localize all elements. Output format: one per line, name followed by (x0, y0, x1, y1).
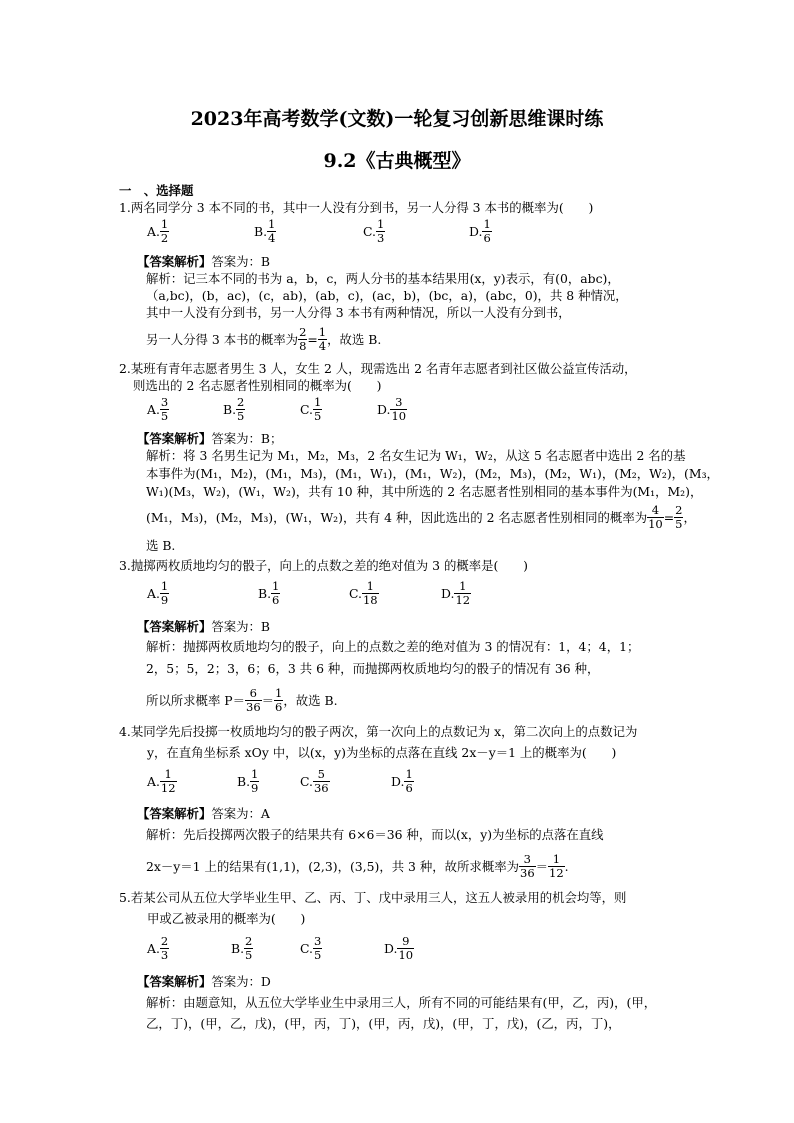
q1-stem: 1.两名同学分 3 本不同的书，其中一人没有分到书，另一人分得 3 本书的概率为( ) (119, 200, 594, 215)
q4-answer: 【答案解析】答案为：A (137, 806, 270, 821)
q3-option-d: D. $\frac{1}{12}$ (441, 579, 471, 607)
q2-option-c: C. $\frac{1}{5}$ (300, 395, 322, 423)
q1-option-d: D. $\frac{1}{6}$ (469, 217, 491, 245)
q5-option-d: D. $\frac{9}{10}$ (384, 934, 414, 962)
q5-option-a: A. $\frac{2}{3}$ (147, 934, 169, 962)
q3-explanation-line1: 解析：抛掷两枚质地均匀的骰子，向上的点数之差的绝对值为 3 的情况有：1，4；4，1； (146, 639, 640, 654)
q2-explanation-line1: 解析：将 3 名男生记为 M₁，M₂，M₃，2 名女生记为 W₁，W₂，从这 5 名志愿者中选出 2 名的基 (146, 448, 686, 463)
q4-stem-line1: 4.某同学先后投掷一枚质地均匀的骰子两次，第一次向上的点数记为 x，第二次向上的点数记为 (119, 724, 638, 739)
q1-explanation-line1: 解析：记三本不同的书为 a，b，c，两人分书的基本结果用(x，y)表示，有(0，abc)， (146, 271, 620, 286)
q3-answer: 【答案解析】答案为：B (137, 619, 271, 634)
q5-stem-line1: 5.若某公司从五位大学毕业生甲、乙、丙、丁、戊中录用三人，这五人被录用的机会均等，则 (119, 890, 627, 905)
q2-explanation-line3: W₁)(M₃，W₂)，(W₁，W₂)，共有 10 种，其中所选的 2 名志愿者性别相同的基本事件为(M₁，M₂)， (146, 484, 703, 499)
q4-explanation-line1: 解析：先后投掷两次骰子的结果共有 6×6＝36 种，而以(x，y)为坐标的点落在直线 (146, 827, 604, 842)
q5-option-b: B. $\frac{2}{5}$ (231, 934, 253, 962)
q3-option-c: C. $\frac{1}{18}$ (349, 579, 378, 607)
q4-option-a: A. $\frac{1}{12}$ (147, 767, 176, 795)
q2-explanation-line4: (M₁，M₃)，(M₂，M₃)，(W₁，W₂)，共有 4 种，因此选出的 2 名志愿者性别相同的概率为 $\frac{4}{10}$ = $\frac{2}{5}$ ， (146, 503, 696, 531)
q1-option-b: B. $\frac{1}{4}$ (254, 217, 276, 245)
q5-explanation-line1: 解析：由题意知，从五位大学毕业生中录用三人，所有不同的可能结果有(甲，乙，丙)，(甲， (146, 995, 657, 1010)
q1-explanation-line3: 其中一人没有分到书，另一人分得 3 本书有两种情况，所以一人没有分到书， (146, 305, 571, 320)
q3-explanation-line2: 2，5；5，2；3，6；6，3 共 6 种，而抛掷两枚质地均匀的骰子的情况有 36 种， (146, 661, 600, 676)
q5-stem-line2: 甲或乙被录用的概率为( ) (147, 911, 306, 926)
q2-option-d: D. $\frac{3}{10}$ (377, 395, 407, 423)
q4-stem-line2: y，在直角坐标系 xOy 中，以(x，y)为坐标的点落在直线 2x－y＝1 上的概率为( ) (147, 745, 617, 760)
document-subtitle: 9.2《古典概型》 (323, 150, 471, 172)
q2-explanation-line5: 选 B. (146, 538, 176, 553)
q5-explanation-line2: 乙，丁)，(甲，乙，戊)，(甲，丙，丁)，(甲，丙，戊)，(甲，丁，戊)，(乙，丙，丁)， (146, 1016, 621, 1031)
q2-option-b: B. $\frac{2}{5}$ (223, 395, 245, 423)
q4-explanation-line2: 2x－y＝1 上的结果有(1,1)，(2,3)，(3,5)，共 3 种，故所求概率为 $\frac{3}{36}$ ＝ $\frac{1}{12}$ . (146, 852, 569, 880)
q2-explanation-line2: 本事件为(M₁，M₂)，(M₁，M₃)，(M₁，W₁)，(M₁，W₂)，(M₂，M₃)，(M₂，W₁)，(M₂，W₂)，(M₃， (146, 466, 719, 481)
q3-option-a: A. $\frac{1}{9}$ (147, 579, 169, 607)
q4-option-b: B. $\frac{1}{9}$ (237, 767, 259, 795)
document-title: 2023年高考数学(文数)一轮复习创新思维课时练 (190, 108, 604, 130)
q5-answer: 【答案解析】答案为：D (137, 974, 271, 989)
q4-option-d: D. $\frac{1}{6}$ (391, 767, 413, 795)
q3-stem: 3.抛掷两枚质地均匀的骰子，向上的点数之差的绝对值为 3 的概率是( ) (119, 558, 528, 573)
section-heading: 一 、选择题 (119, 183, 194, 198)
q1-explanation-line4: 另一人分得 3 本书的概率为 $\frac{2}{8}$ = $\frac{1}{4}$ ，故选 B. (146, 325, 382, 353)
q3-explanation-line3: 所以所求概率 P＝ $\frac{6}{36}$ ＝ $\frac{1}{6}$ ，故选 B. (146, 686, 338, 714)
q1-answer: 【答案解析】答案为：B (137, 254, 271, 269)
q2-option-a: A. $\frac{3}{5}$ (147, 395, 169, 423)
q5-option-c: C. $\frac{3}{5}$ (300, 934, 322, 962)
q1-option-c: C. $\frac{1}{3}$ (363, 217, 385, 245)
q3-option-b: B. $\frac{1}{6}$ (258, 579, 280, 607)
q2-stem-line2: 则选出的 2 名志愿者性别相同的概率为( ) (133, 378, 382, 393)
q2-stem-line1: 2.某班有青年志愿者男生 3 人，女生 2 人，现需选出 2 名青年志愿者到社区做公益宣传活动， (119, 361, 637, 376)
q4-option-c: C. $\frac{5}{36}$ (300, 767, 329, 795)
q1-option-a: A. $\frac{1}{2}$ (147, 217, 169, 245)
q2-answer: 【答案解析】答案为：B； (137, 431, 283, 446)
q1-explanation-line2: （a,bc)，(b，ac)，(c，ab)，(ab，c)，(ac，b)，(bc，a)，(abc，0)，共 8 种情况， (146, 288, 628, 303)
